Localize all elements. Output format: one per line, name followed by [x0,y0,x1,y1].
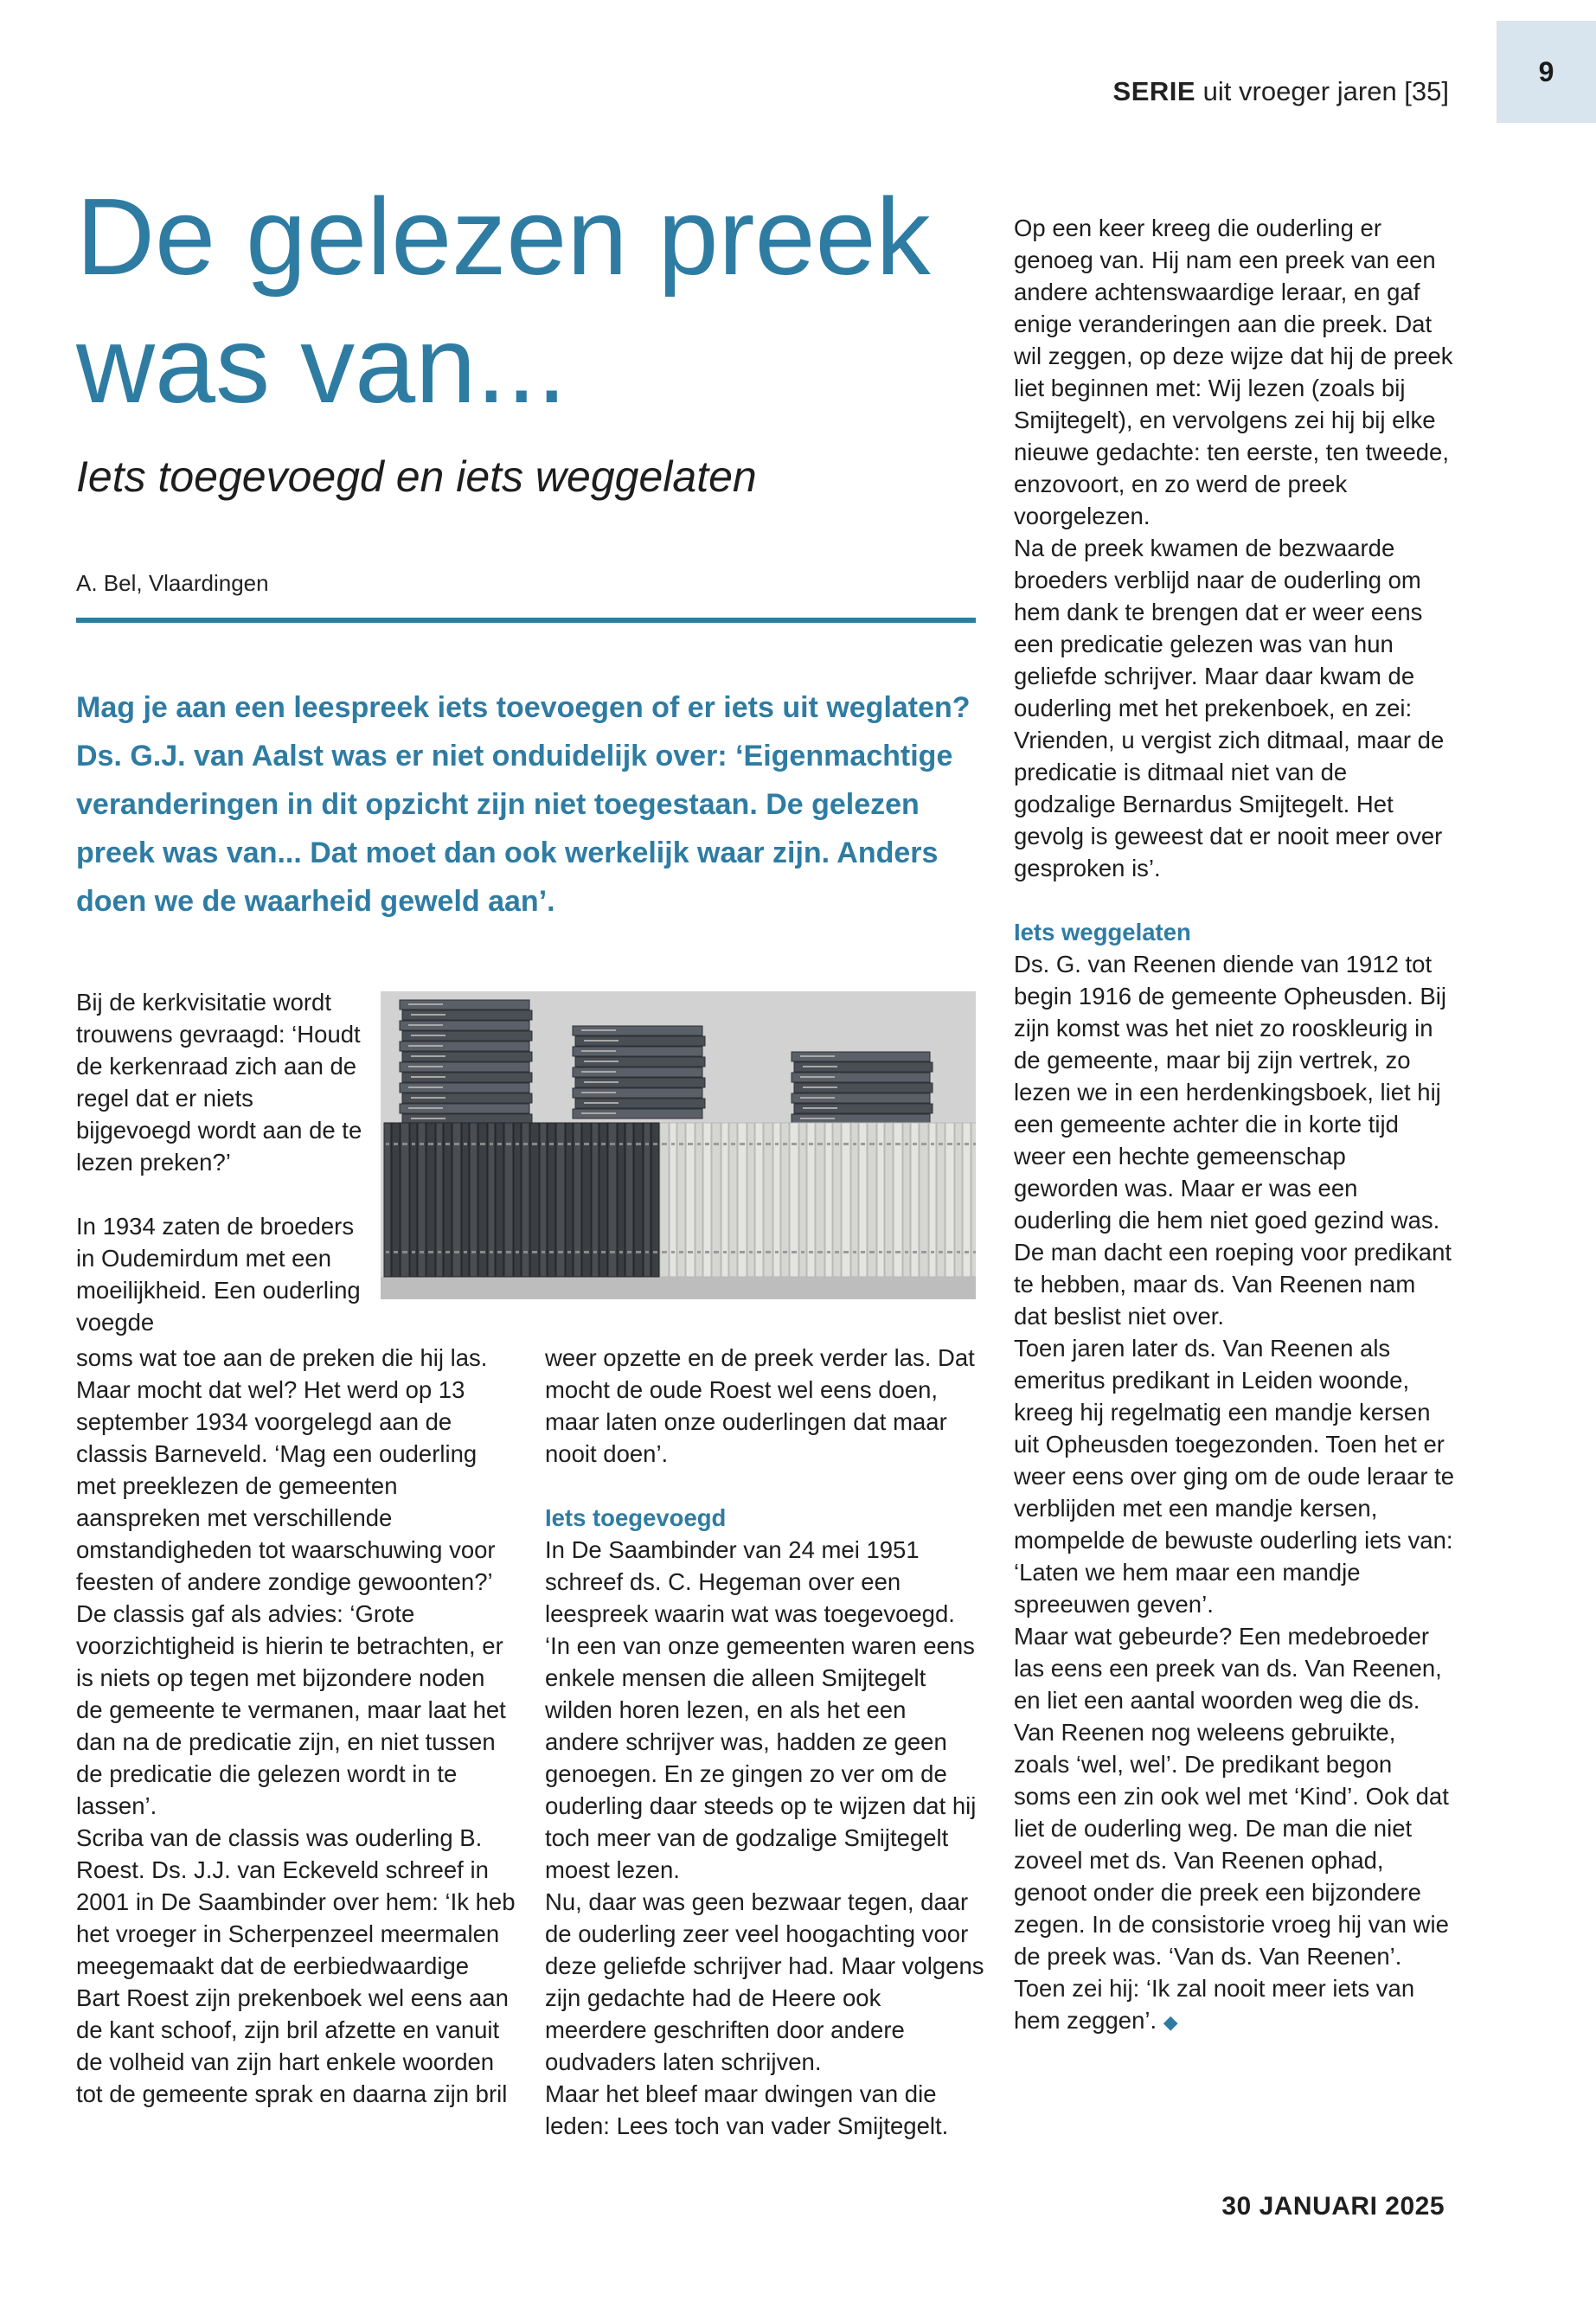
paragraph [1014,1620,1455,2038]
paragraph: Ds. G. van Reenen diende van 1912 tot begin 1916 de gemeente Opheusden. Bij zijn komst was het niet zo rooskleurig in de gemeente, maar bij zijn vertrek, zo lezen we in een herdenkingsboek, liet hij een gemeente achter die in korte tijd weer een hechte gemeenschap geworden was. Maar er was een ouderling die hem niet goed gezind was. De man dacht een roeping voor predikant te hebben, maar ds. Van Reenen nam dat beslist niet over. [1014,951,1452,1330]
paragraph-text: Maar wat gebeurde? Een medebroeder las eens een preek van ds. Van Reenen, en liet een aantal woorden weg die ds. Van Reenen nog weleens gebruikte, zoals ‘wel, wel’. De predikant begon soms een zin ook wel met ‘Kind’. Ook dat liet de ouderling weg. De man die niet zoveel met ds. Van Reenen ophad, genoot onder die preek een bijzondere zegen. In de consistorie vroeg hij van wie de preek was. ‘Van ds. Van Reenen’. Toen zei hij: ‘Ik zal nooit meer iets van hem zeggen’. [1014,1623,1449,2034]
books-photo [381,991,976,1299]
column-2 [545,1342,986,2142]
paragraph: Bij de kerkvisitatie wordt trouwens gevraagd: ‘Houdt de kerkenraad zich aan de regel dat er niets bijgevoegd wordt aan de te lezen preken?’ [76,989,362,1176]
paragraph: In 1934 zaten de broeders in Oudemirdum met een moeilijkheid. Een ouderling voegde [76,1213,361,1336]
page-number: 9 [1538,55,1554,87]
section-heading-weggelaten: Iets weggelaten [1014,919,1191,945]
column-1-top [76,986,370,1338]
column-1-bottom [76,1342,517,2110]
page-number-tab [1497,21,1596,123]
paragraph: soms wat toe aan de preken die hij las. Maar mocht dat wel? Het werd op 13 september 1934 voorgelegd aan de classis Barneveld. ‘Mag een ouderling met preeklezen de gemeenten aanspreken met verschillende omstandigheden tot waarschuwing voor feesten of andere zondige gewoonten?’ De classis gaf als advies: ‘Grote voorzichtigheid is hierin te betrachten, er is niets op tegen met bijzondere noden de gemeente te vermanen, maar laat het dan na de predicatie zijn, en niet tussen de predicatie die gelezen wordt in te lassen’. [76,1344,506,1819]
intro-text: Mag je aan een leespreek iets toevoegen of er iets uit weglaten? Ds. G.J. van Aalst was er niet onduidelijk over: ‘Eigenmachtige veranderingen in dit opzicht zijn niet toegestaan. De gelezen preek was van... Dat moet dan ook werkelijk waar zijn. Anders doen we de waarheid geweld aan’. [76,691,971,918]
issue-date: 30 JANUARI 2025 [1221,2192,1445,2221]
paragraph: Op een keer kreeg die ouderling er genoeg van. Hij nam een preek van een andere achtenswaardige leraar, en gaf enige veranderingen aan die preek. Dat wil zeggen, op deze wijze dat hij de preek liet beginnen met: Wij lezen (zoals bij Smijtegelt), en vervolgens zei hij bij elke nieuwe gedachte: ten eerste, ten tweede, enzovoort, en zo werd de preek voorgelezen. [1014,215,1453,529]
end-mark-icon: ◆ [1163,2011,1178,2033]
paragraph: weer opzette en de preek verder las. Dat mocht de oude Roest wel eens doen, maar laten onze ouderlingen dat maar nooit doen’. [545,1344,975,1467]
paragraph: Scriba van de classis was ouderling B. Roest. Ds. J.J. van Eckeveld schreef in 2001 in De Saambinder over hem: ‘Ik heb het vroeger in Scherpenzeel meermalen meegemaakt dat de eerbiedwaardige Bart Roest zijn prekenboek wel eens aan de kant schoof, zijn bril afzette en vanuit de volheid van zijn hart enkele woorden tot de gemeente sprak en daarna zijn bril [76,1824,516,2107]
running-header [1113,76,1449,107]
serie-label: SERIE [1112,76,1196,106]
intro-lead [76,683,984,926]
paragraph: Maar het bleef maar dwingen van die leden: Lees toch van vader Smijtegelt. [545,2080,949,2139]
author-line: A. Bel, Vlaardingen [76,570,269,596]
column-3 [1014,212,1455,2038]
paragraph: Nu, daar was geen bezwaar tegen, daar de ouderling zeer veel hoogachting voor deze geliefde schrijver had. Maar volgens zijn gedachte had de Heere ook meerdere geschriften door andere oudvaders laten schrijven. [545,1888,984,2075]
title-divider [76,618,976,623]
paragraph: Toen jaren later ds. Van Reenen als emeritus predikant in Leiden woonde, kreeg hij regelmatig een mandje kersen uit Opheusden toegezonden. Toen het er weer eens over ging om de oude leraar te verblijden met een mandje kersen, mompelde de bewuste ouderling iets van: ‘Laten we hem maar een mandje spreeuwen geven’. [1014,1335,1455,1618]
article-subtitle: Iets toegevoegd en iets weggelaten [76,452,757,501]
books-illustration [381,991,976,1299]
section-heading-toegevoegd: Iets toegevoegd [545,1504,727,1531]
paragraph: Na de preek kwamen de bezwaarde broeders verblijd naar de ouderling om hem dank te brengen dat er weer eens een predicatie gelezen was van hun geliefde schrijver. Maar daar kwam de ouderling met het prekenboek, en zei: Vrienden, u vergist zich ditmaal, maar de predicatie is ditmaal niet van de godzalige Bernardus Smijtegelt. Het gevolg is geweest dat er nooit meer over gesproken is’. [1014,535,1445,881]
article-title: De gelezen preek was van... [76,176,931,426]
series-name: uit vroeger jaren [35] [1202,76,1449,106]
paragraph: In De Saambinder van 24 mei 1951 schreef ds. C. Hegeman over een leespreek waarin wat was toegevoegd. ‘In een van onze gemeenten waren eens enkele mensen die alleen Smijtegelt wilden horen lezen, en als het een andere schrijver was, hadden ze geen genoegen. En ze gingen zo ver om de ouderling daar steeds op te wijzen dat hij toch meer van de godzalige Smijtegelt moest lezen. [545,1536,977,1883]
